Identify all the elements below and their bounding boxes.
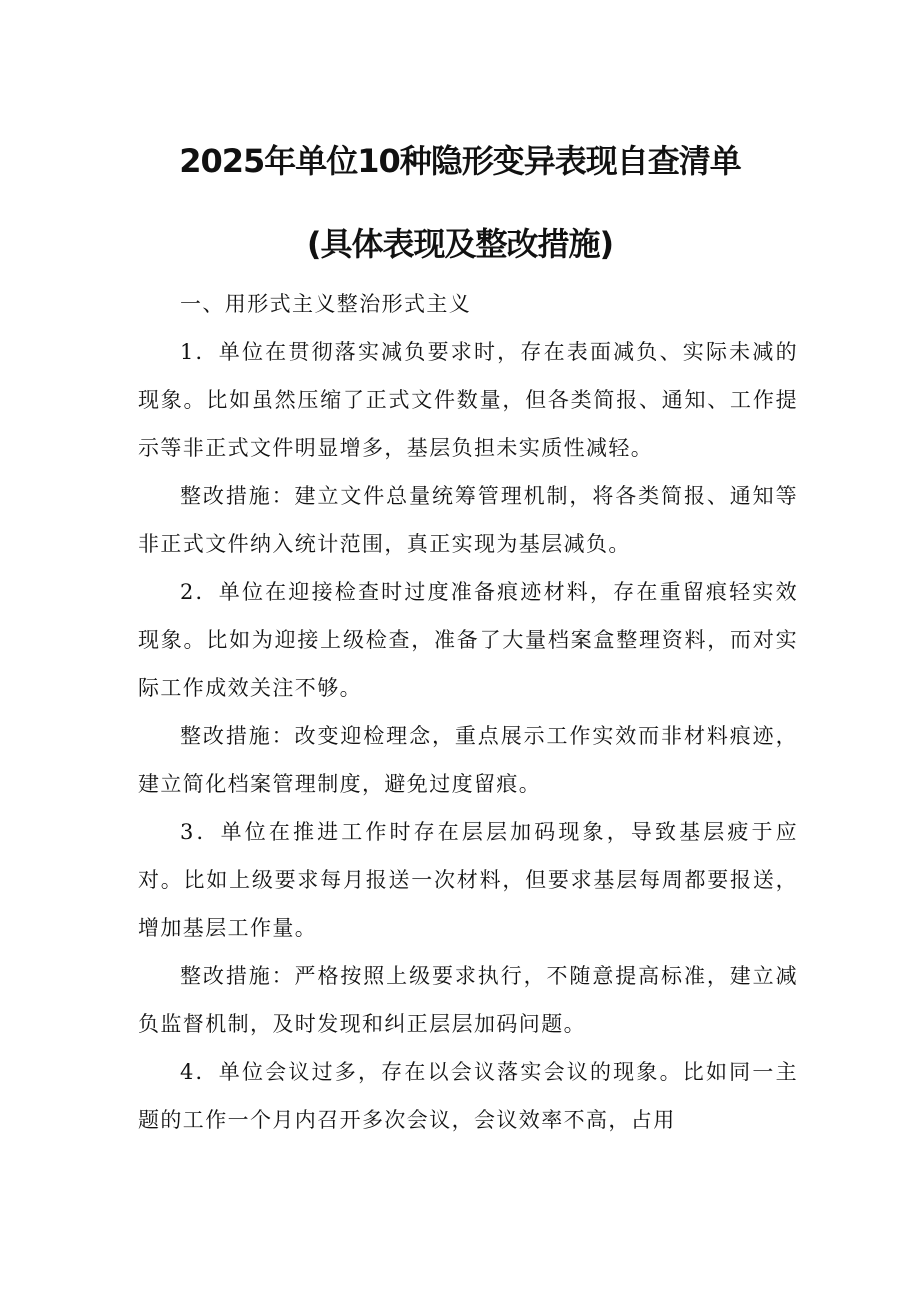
document-title: 2025年单位10种隐形变异表现自查清单: [179, 142, 741, 180]
issue-paragraph: 4．单位会议过多，存在以会议落实会议的现象。比如同一主题的工作一个月内召开多次会议，会议效率不高，占用: [138, 1060, 798, 1132]
document-subtitle: (具体表现及整改措施): [306, 225, 614, 263]
issue-paragraph: 2．单位在迎接检查时过度准备痕迹材料，存在重留痕轻实效现象。比如为迎接上级检查，准备了大量档案盒整理资料，而对实际工作成效关注不够。: [138, 580, 798, 700]
measure-paragraph: 整改措施：严格按照上级要求执行，不随意提高标准，建立减负监督机制，及时发现和纠正层层加码问题。: [138, 964, 798, 1036]
measure-paragraph: 整改措施：改变迎检理念，重点展示工作实效而非材料痕迹，建立简化档案管理制度，避免过度留痕。: [138, 724, 798, 796]
document-body: [138, 280, 798, 1144]
issue-paragraph: 3．单位在推进工作时存在层层加码现象，导致基层疲于应对。比如上级要求每月报送一次材料，但要求基层每周都要报送，增加基层工作量。: [138, 820, 798, 940]
measure-paragraph: 整改措施：建立文件总量统筹管理机制，将各类简报、通知等非正式文件纳入统计范围，真正实现为基层减负。: [138, 484, 798, 556]
issue-paragraph: 1．单位在贯彻落实减负要求时，存在表面减负、实际未减的现象。比如虽然压缩了正式文件数量，但各类简报、通知、工作提示等非正式文件明显增多，基层负担未实质性减轻。: [138, 340, 798, 460]
section-heading: 一、用形式主义整治形式主义: [180, 292, 472, 316]
